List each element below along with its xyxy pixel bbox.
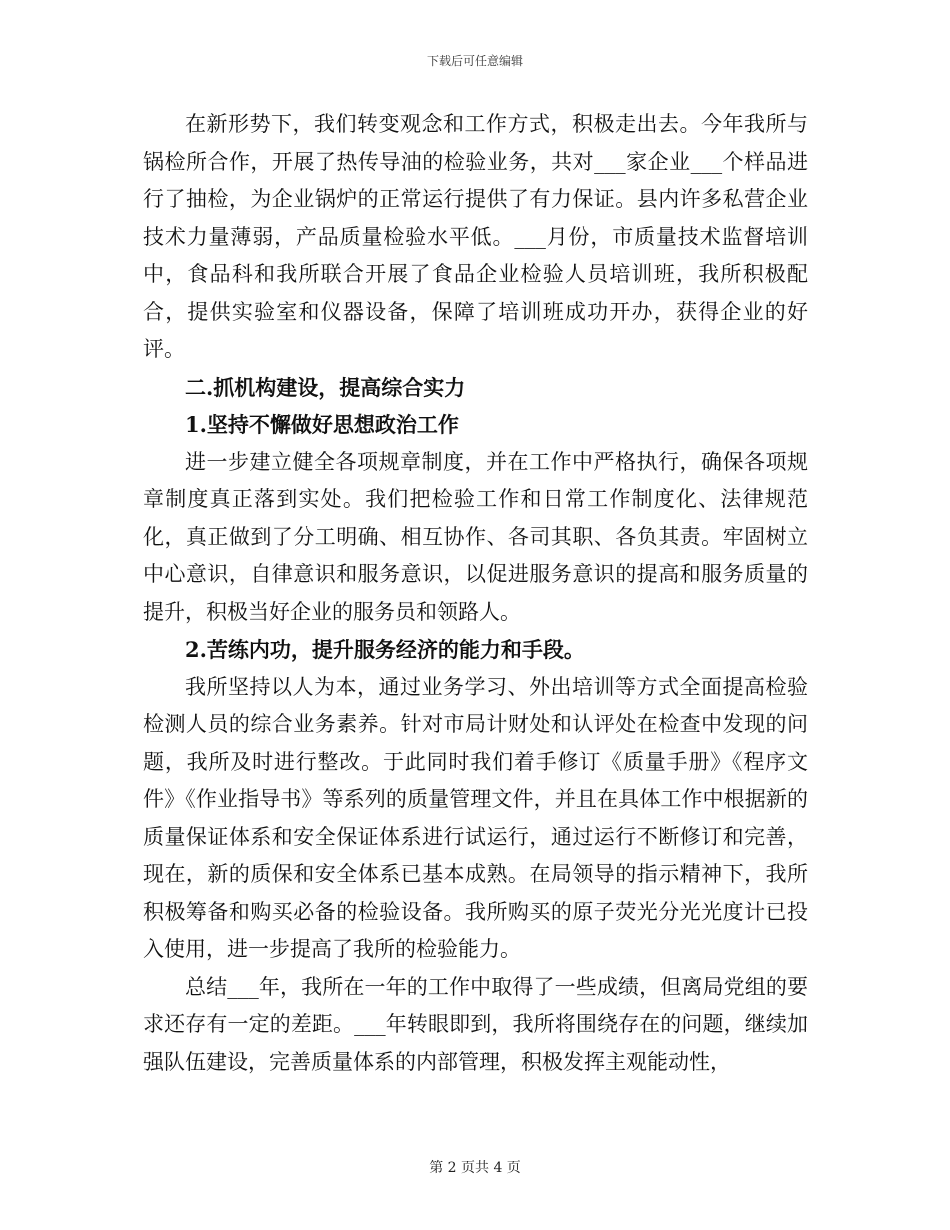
document-body: [143, 106, 808, 1081]
paragraph-regulations: 进一步建立健全各项规章制度，并在工作中严格执行，确保各项规章制度真正落到实处。我们把检验工作和日常工作制度化、法律规范化，真正做到了分工明确、相互协作、各司其职、各负其责。牢固树立中心意识，自律意识和服务意识，以促进服务意识的提高和服务质量的提升，积极当好企业的服务员和领路人。: [143, 449, 808, 624]
paragraph-outreach: 在新形势下，我们转变观念和工作方式，积极走出去。今年我所与锅检所合作，开展了热传导油的检验业务，共对___家企业___个样品进行了抽检，为企业锅炉的正常运行提供了有力保证。县内许多私营企业技术力量薄弱，产品质量检验水平低。___月份，市质量技术监督培训中，食品科和我所联合开展了食品企业检验人员培训班，我所积极配合，提供实验室和仪器设备，保障了培训班成功开办，获得企业的好评。: [143, 112, 808, 361]
section-heading-institution: 二.抓机构建设，提高综合实力: [185, 374, 466, 400]
page-header: 下载后可任意编辑: [426, 54, 523, 68]
paragraph-summary: 总结___年，我所在一年的工作中取得了一些成绩，但离局党组的要求还存有一定的差距。___年转眼即到，我所将围绕存在的问题，继续加强队伍建设，完善质量体系的内部管理，积极发挥主观能动性，: [143, 974, 808, 1074]
paragraph-training: 我所坚持以人为本，通过业务学习、外出培训等方式全面提高检验检测人员的综合业务素养。针对市局计财处和认评处在检查中发现的问题，我所及时进行整改。于此同时我们着手修订《质量手册》《程序文件》《作业指导书》等系列的质量管理文件，并且在具体工作中根据新的质量保证体系和安全保证体系进行试运行，通过运行不断修订和完善，现在，新的质保和安全体系已基本成熟。在局领导的指示精神下，我所积极筹备和购买必备的检验设备。我所购买的原子荧光分光光度计已投入使用，进一步提高了我所的检验能力。: [143, 674, 808, 961]
page-footer: 第 2 页共 4 页: [429, 1160, 521, 1176]
subheading-political-work: 1.坚持不懈做好思想政治工作: [185, 412, 459, 437]
subheading-internal-skills: 2.苦练内功，提升服务经济的能力和手段。: [185, 637, 585, 662]
